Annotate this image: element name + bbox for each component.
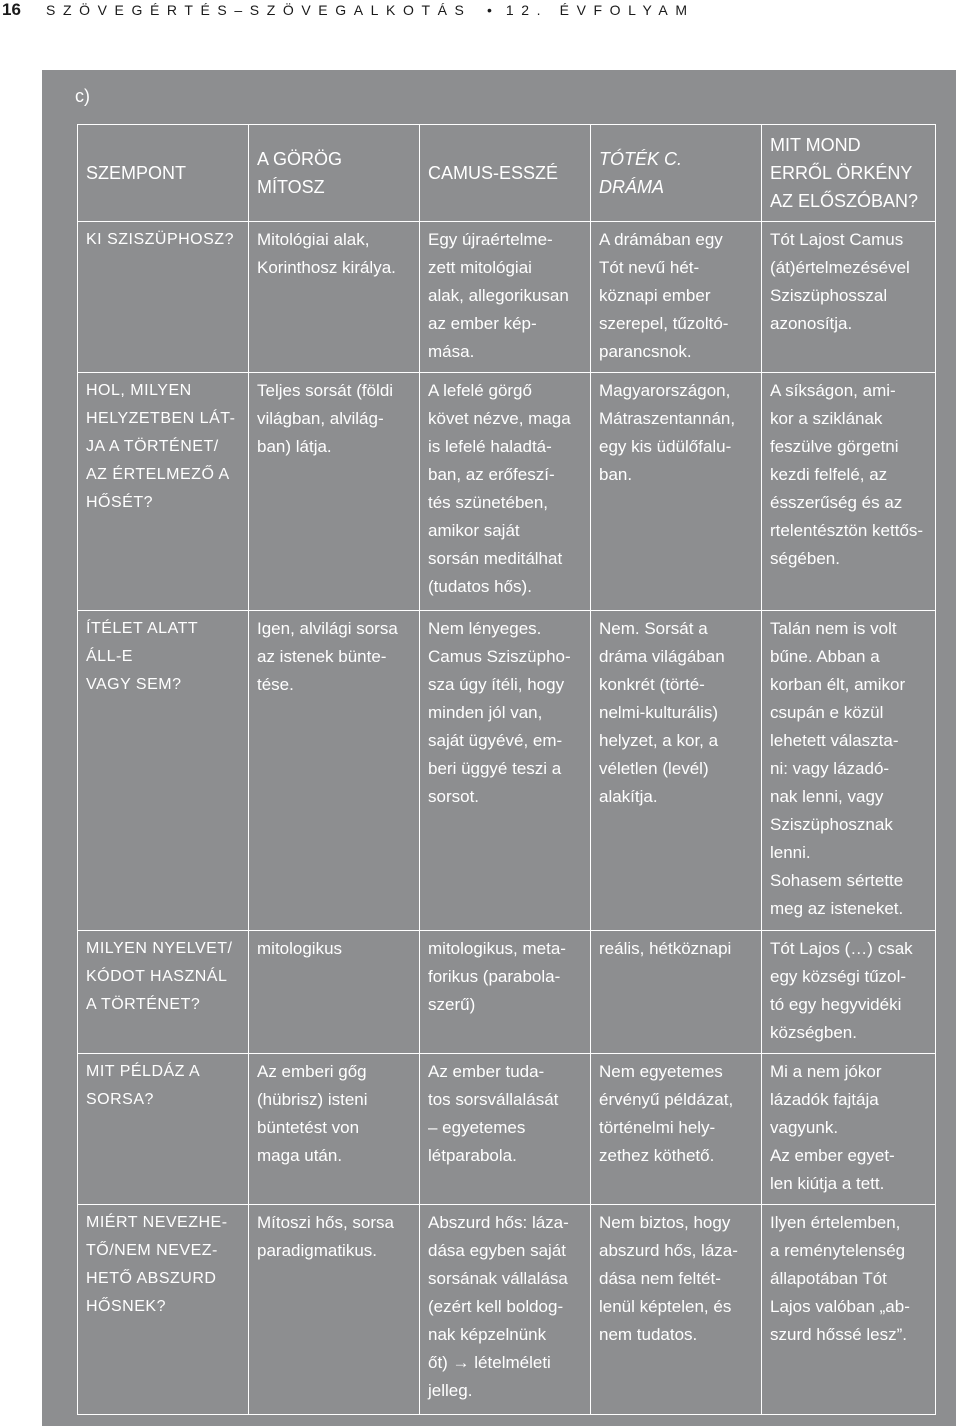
table-row [78, 1205, 936, 1415]
table-cell: Nem. Sorsát a dráma világában konkrét (törté- nelmi-kulturális) helyzet, a kor, a véletlen (levél) alakítja. [591, 611, 762, 931]
criterion-cell: KI SZISZÜPHOSZ? [78, 222, 249, 373]
criterion-cell: ÍTÉLET ALATT ÁLL-E VAGY SEM? [78, 611, 249, 931]
table-row [78, 1054, 936, 1205]
table-row [78, 611, 936, 931]
table-cell: Mitológiai alak, Korinthosz királya. [249, 222, 420, 373]
table-cell: Nem lényeges. Camus Sziszüpho- sza úgy ítéli, hogy minden jól van, saját ügyévé, em- beri üggyé teszi a sorsot. [420, 611, 591, 931]
running-title-text: SZÖVEGÉRTÉS–SZÖVEGALKOTÁS [46, 2, 472, 18]
bullet-separator: • [486, 2, 492, 18]
table-cell: A síkságon, ami- kor a sziklának feszülve görgetni kezdi felfelé, az ésszerűség és az rtelentésztön kettős- ségében. [762, 373, 936, 611]
table-cell: reális, hétköznapi [591, 931, 762, 1054]
column-header-szempont: SZEMPONT [78, 125, 249, 222]
table-cell: Az ember tuda- tos sorsvállalását – egyetemes létparabola. [420, 1054, 591, 1205]
table-row [78, 931, 936, 1054]
table-cell: Ilyen értelemben, a reménytelenség állapotában Tót Lajos valóban „ab- szurd hőssé lesz”. [762, 1205, 936, 1415]
table-cell: Magyarországon, Mátraszentannán, egy kis üdülőfalu- ban. [591, 373, 762, 611]
criterion-cell: MIT PÉLDÁZ A SORSA? [78, 1054, 249, 1205]
criterion-cell: HOL, MILYEN HELYZETBEN LÁT- JA A TÖRTÉNET/ AZ ÉRTELMEZŐ A HŐSÉT? [78, 373, 249, 611]
page-header [0, 0, 960, 24]
table-cell: mitologikus, meta- forikus (parabola- szerű) [420, 931, 591, 1054]
table-cell: Tót Lajost Camus (át)értelmezésével Sziszüphosszal azonosítja. [762, 222, 936, 373]
table-cell: Mi a nem jókor lázadók fajtája vagyunk. Az ember egyet- len kiútja a tett. [762, 1054, 936, 1205]
table-header-row [78, 125, 936, 222]
table-row [78, 373, 936, 611]
criterion-cell: MIÉRT NEVEZHE- TŐ/NEM NEVEZ- HETŐ ABSZURD HŐSNEK? [78, 1205, 249, 1415]
running-title [46, 2, 695, 18]
table-cell: Mítoszi hős, sorsa paradigmatikus. [249, 1205, 420, 1415]
table-cell: mitologikus [249, 931, 420, 1054]
table-cell: Abszurd hős: láza- dása egyben saját sorsának vállalása (ezért kell boldog- nak képzelnünk őt) → lételméleti jelleg. [420, 1205, 591, 1415]
column-header-camus-essze: CAMUS-ESSZÉ [420, 125, 591, 222]
table-cell: A lefelé görgő követ nézve, maga is lefelé haladtá- ban, az erőfeszí- tés szünetében, amikor saját sorsán meditálhat (tudatos hős). [420, 373, 591, 611]
criterion-cell: MILYEN NYELVET/ KÓDOT HASZNÁL A TÖRTÉNET? [78, 931, 249, 1054]
comparison-table [77, 124, 936, 1415]
table-cell: A drámában egy Tót nevű hét- köznapi ember szerepel, tűzoltó- parancsnok. [591, 222, 762, 373]
column-header-gorog-mitosz: A GÖRÖG MÍTOSZ [249, 125, 420, 222]
part-label: c) [75, 86, 90, 106]
table-row [78, 222, 936, 373]
table-cell: Tót Lajos (…) csak egy községi tűzol- tó egy hegyvidéki községben. [762, 931, 936, 1054]
table-cell: Nem egyetemes érvényű példázat, történelmi hely- zethez köthető. [591, 1054, 762, 1205]
table-cell: Igen, alvilági sorsa az istenek bünte- tése. [249, 611, 420, 931]
page-number: 16 [2, 0, 21, 19]
table-cell: Teljes sorsát (földi világban, alvilág- ban) látja. [249, 373, 420, 611]
column-header-orkeny-eloszo: MIT MOND ERRŐL ÖRKÉNY AZ ELŐSZÓBAN? [762, 125, 936, 222]
grade-label: 12. ÉVFOLYAM [505, 2, 695, 18]
table-cell: Nem biztos, hogy abszurd hős, láza- dása nem feltét- lenül képtelen, és nem tudatos. [591, 1205, 762, 1415]
table-cell: Az emberi gőg (hübrisz) isteni büntetést von maga után. [249, 1054, 420, 1205]
table-cell: Egy újraértelme- zett mitológiai alak, allegorikusan az ember kép- mása. [420, 222, 591, 373]
column-header-totek-drama: TÓTÉK C. DRÁMA [591, 125, 762, 222]
table-cell: Talán nem is volt bűne. Abban a korban élt, amikor csupán e közül lehetett választa- ni: vagy lázadó- nak lenni, vagy Sziszüphosznak lenni. Sohasem sértette meg az isteneket. [762, 611, 936, 931]
